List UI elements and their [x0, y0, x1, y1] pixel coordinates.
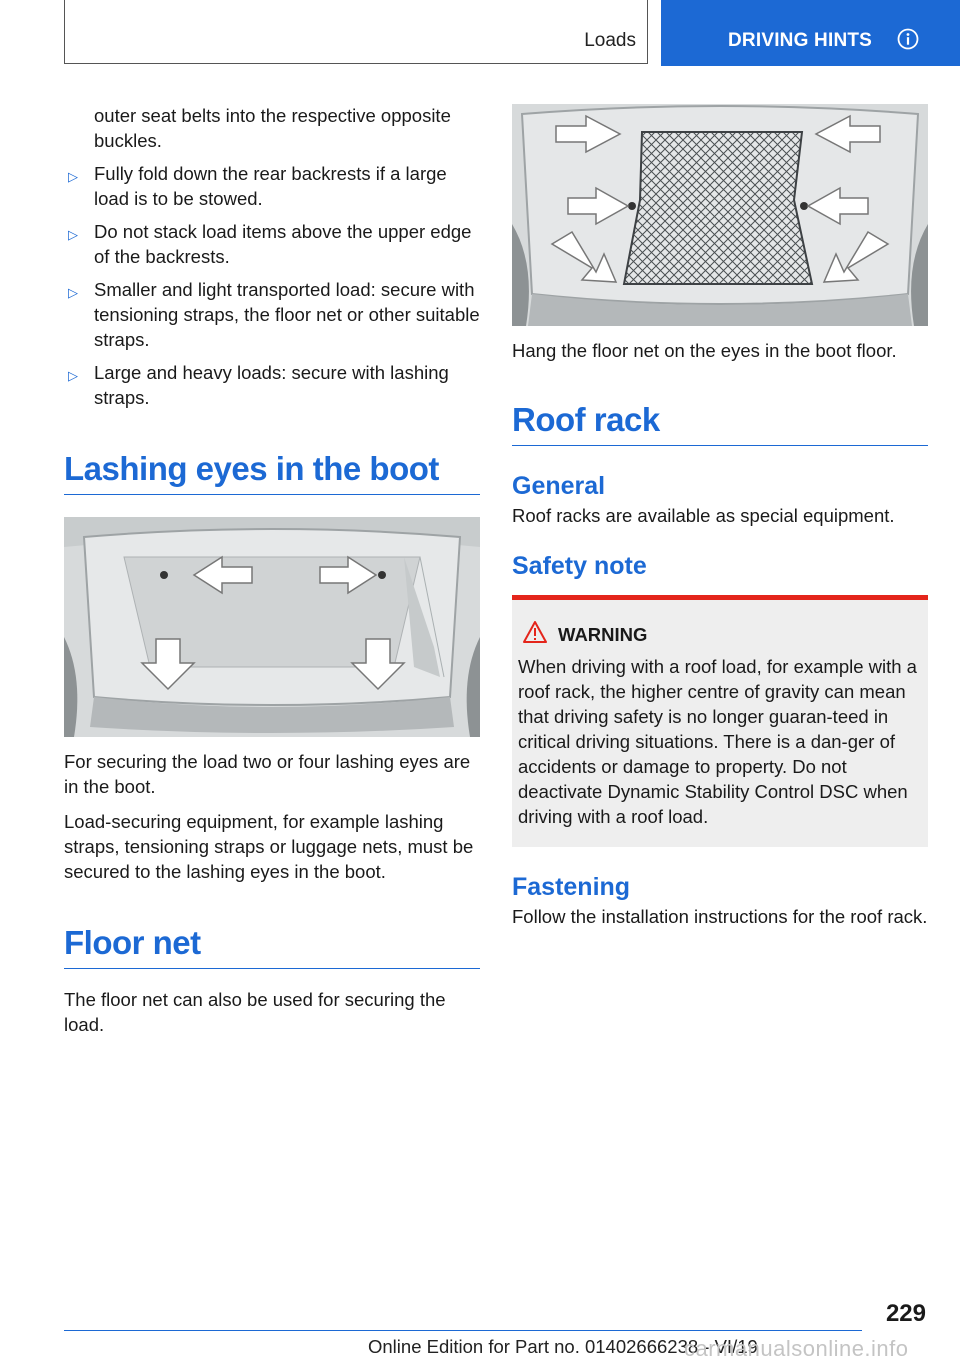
list-item-text: Smaller and light transported load: secure with tensioning straps, the floor net or other suitable straps. — [94, 279, 480, 350]
subheading-general: General — [512, 472, 606, 500]
warning-title-text: WARNING — [558, 624, 648, 645]
list-item — [64, 219, 480, 269]
warning-text: When driving with a roof load, for example with a roof rack, the higher centre of gravity can mean that driving safety is no longer guaran-teed in critical driving situations. There is a dan-ger of accidents or damage to property. Do not deactivate Dynamic Stability Control DSC when driving with a roof load. — [518, 656, 917, 827]
section-heading-floor-net: Floor net — [64, 924, 480, 969]
warning-title — [518, 624, 922, 646]
subheading-fastening: Fastening — [512, 873, 631, 901]
floor-net-caption: Hang the floor net on the eyes in the boot floor. — [512, 340, 897, 361]
triangle-bullet-icon: ▷ — [68, 169, 78, 184]
bullet-list — [64, 161, 480, 410]
right-column — [512, 104, 928, 929]
floor-net-illustration — [512, 104, 928, 326]
list-item-text: Large and heavy loads: secure with lashing straps. — [94, 362, 449, 408]
header-section-title: Loads — [584, 30, 636, 51]
list-item-text: Fully fold down the rear backrests if a large load is to be stowed. — [94, 163, 447, 209]
warning-triangle-icon — [522, 620, 548, 644]
watermark: carmanualsonline.info — [684, 1336, 909, 1361]
chapter-tab-label: DRIVING HINTS — [728, 30, 873, 51]
list-item — [64, 161, 480, 211]
lashing-paragraph-2: Load-securing equipment, for example lashing straps, tensioning straps or luggage nets, must be secured to the lashing eyes in the boot. — [64, 811, 474, 882]
list-item — [64, 277, 480, 352]
triangle-bullet-icon: ▷ — [68, 285, 78, 300]
fastening-paragraph: Follow the installation instructions for the roof rack. — [512, 906, 928, 927]
triangle-bullet-icon: ▷ — [68, 227, 78, 242]
boot-lashing-eyes-illustration — [64, 517, 480, 737]
section-heading-roof-rack: Roof rack — [512, 401, 928, 446]
footer-edition-text: Online Edition for Part no. 01402666238 - VI/19 — [368, 1336, 758, 1357]
list-item-text: Do not stack load items above the upper edge of the backrests. — [94, 221, 472, 267]
list-item — [64, 360, 480, 410]
subheading-safety-note: Safety note — [512, 552, 647, 580]
header-left-box — [64, 0, 648, 64]
triangle-bullet-icon: ▷ — [68, 368, 78, 383]
lashing-paragraph-1: For securing the load two or four lashing eyes are in the boot. — [64, 751, 471, 797]
info-icon[interactable] — [897, 28, 919, 50]
general-paragraph: Roof racks are available as special equipment. — [512, 505, 895, 526]
warning-box — [512, 595, 928, 847]
page-number: 229 — [885, 1300, 926, 1327]
continued-text: outer seat belts into the respective opposite buckles. — [94, 105, 451, 151]
section-heading-lashing-eyes: Lashing eyes in the boot — [64, 450, 480, 495]
left-column — [64, 104, 480, 1037]
chapter-tab[interactable] — [661, 0, 960, 66]
floor-net-paragraph: The floor net can also be used for securing the load. — [64, 989, 446, 1035]
footer-divider — [64, 1330, 862, 1331]
